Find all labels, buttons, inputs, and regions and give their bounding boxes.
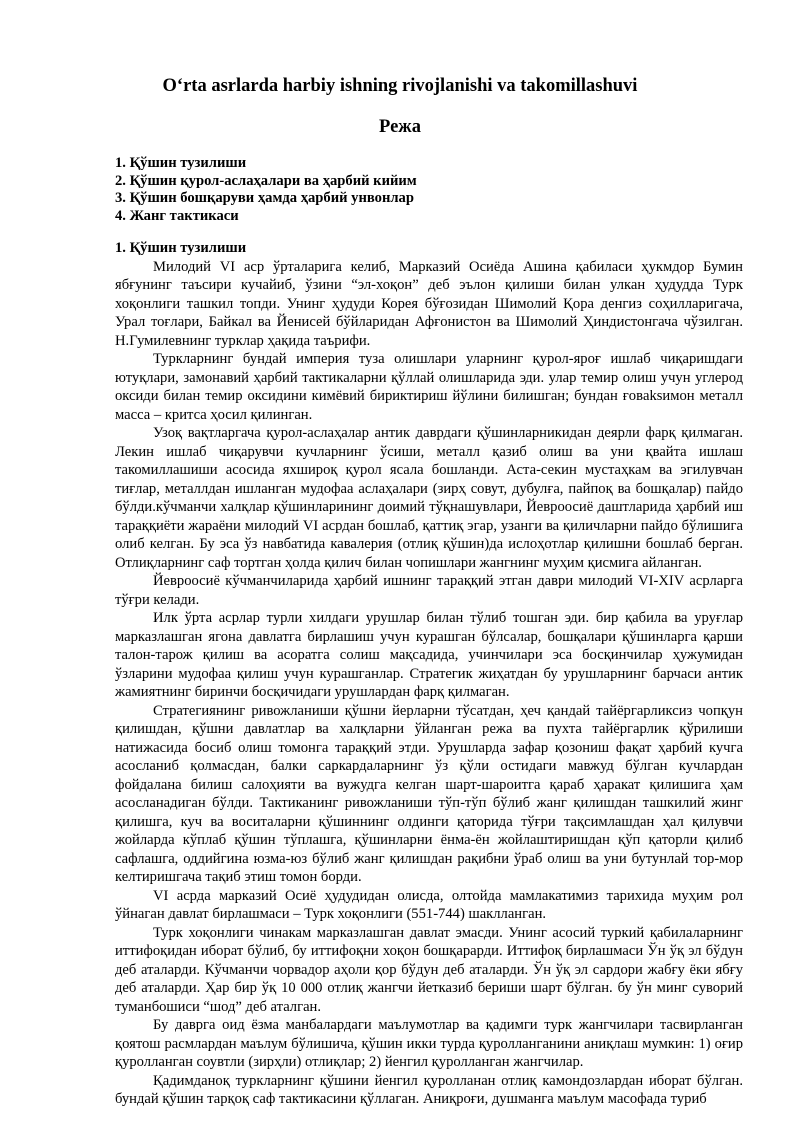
body-paragraph: Йевроосиё кўчманчиларида ҳарбий ишнинг тараққий этган даври милодий VI-XIV асрларга тўғри келади. xyxy=(115,573,743,608)
body-paragraph: VI асрда марказий Осиё ҳудудидан олисда, олтойда мамлакатимиз тарихида муҳим рол ўйнаган давлат бирлашмаси – Турк хоқонлиги (551-744) шаклланган. xyxy=(115,887,743,922)
plan-item: 2. Қўшин қурол-аслаҳалари ва ҳарбий кийим xyxy=(115,172,417,189)
body-paragraph: Илк ўрта асрлар турли хилдаги урушлар билан тўлиб тошган эди. бир қабила ва уруғлар марказлашган ягона давлатга бирлашиш учун курашган бўлсалар, бошқалари қўшинларга қарши талон-тарож қилиш ва асоратга солиш мақсадида, учинчилари эса босқинчилар ҳужумидан ўзларини мудофаа қилиш учун курашганлар. Стратегик жиҳатдан бу урушларнинг барчаси антик жамиятнинг биринчи босқичидаги урушлардан фарқ қилмаган. xyxy=(115,610,743,700)
body-paragraph: Қадимданоқ туркларнинг қўшини йенгил қуролланан отлиқ камондозлардан иборат бўлган. бундай қўшин тарқоқ саф тактикасини қўллаган. Аниқроғи, душманга маълум масофада туриб xyxy=(115,1072,743,1107)
body-paragraph: Стратегиянинг ривожланиши қўшни йерларни тўсатдан, ҳеч қандай тайёргарликсиз чопқун қилишдан, қўшни давлатлар ва халқларни ўйланган режа ва пухта тайёргарлик қўрилиши натижасида босиб олиш томонга тараққий этди. Урушларда зафар қозониш фақат ҳарбий кучга асосланиб қолмасдан, балки саркардаларнинг ўз қўли остидаги мавжуд бўлган кучлардан фойдалана билиш салоҳияти ва вужудга келган шарт-шароитга қараб ҳаракат қилишига ҳам асосланадиган бўлди. Тактиканинг ривожланиши тўп-тўп бўлиб жанг қилишдан ташкилий жинг қилишга, куч ва воситаларни қўшиннинг олдинги қаторида тўғри тақсимлашдан ҳал қилувчи жойларда кўплаб қўшин тўплашга, қўшинларни ёнма-ён жойлаштиришдан қўп қаторли қилиб сафлашга, оддийгина юзма-юз бўлиб жанг қилишдан рақибни ўраб олиш ва уни бутунлай тор-мор келтиришгача тақиб этиш томон борди. xyxy=(115,702,743,885)
plan-item: 1. Қўшин тузилиши xyxy=(115,155,247,171)
plan-item: 4. Жанг тактикаси xyxy=(115,207,239,224)
body-paragraph: Бу даврга оид ёзма манбалардаги маълумотлар ва қадимги турк жангчилари тасвирланган қоятош расмлардан маълум бўлишича, қўшин икки турда қуролланганини аниқлаш мумкин: 1) оғир қуролланган соувтли (зирҳли) отлиқлар; 2) йенгил қуролланган жангчилар. xyxy=(115,1017,743,1070)
document-body xyxy=(115,239,743,1109)
plan-item: 3. Қўшин бошқаруви ҳамда ҳарбий унвонлар xyxy=(115,190,414,206)
body-paragraph: Узоқ вақтларгача қурол-аслаҳалар антик даврдаги қўшинларникидан деярли фарқ қилмаган. Лекин ишлаб чиқарувчи кучларнинг ўсиши, металл қазиб олиш ва уни қвайта ишлаш такомиллашиши асосида яхшироқ қурол ясала бошланди. Аста-секин мустаҳкам ва эгилувчан тиғлар, металлдан ишланган мудофаа аслаҳалари (зирҳ совут, дубулға, пайпоқ ва бошқалар) пайдо бўлди.кўчманчи халқлар қўшинларининг доимий тўқнашувлари, Йевроосиё даштларида ҳарбий иш тараққиёти жараёни милодий VI асрдан бошлаб, қаттиқ эгар, узанги ва қиличларни пайдо бўлишига олиб келган. Бу эса ўз навбатида кавалерия (отлиқ қўшин)да ислоҳотлар қилишни бошлаб берган. Отлиқларнинг саф тортган ҳолда қилич билан чопишлари жангнинг муҳим қисмига айланган. xyxy=(115,425,743,571)
document-title: O‘rta asrlarda harbiy ishning rivojlanishi va takomillashuvi xyxy=(162,76,638,96)
section-heading: 1. Қўшин тузилиши xyxy=(115,240,247,256)
plan-list xyxy=(115,154,755,224)
body-paragraph: Турк хоқонлиги чинакам марказлашган давлат эмасди. Унинг асосий туркий қабилаларнинг иттифоқидан иборат бўлиб, бу иттифоқни хоқон бошқарарди. Иттифоқ бирлашмаси Ўн ўқ эл бўдун деб аталарди. Кўчманчи чорвадор аҳоли қор бўдун деб аталарди. Ўн ўқ эл сардори жабғу ёки ябғу деб аталарди. Ҳар бир ўқ 10 000 отлиқ жангчи йетказиб бериши шарт бўлган. бу ўн минг суворий туманбошиси “шод” деб аталган. xyxy=(115,924,743,1015)
body-paragraph: Милодий VI аср ўрталарига келиб, Марказий Осиёда Ашина қабиласи ҳукмдор Бумин ябғунинг таъсири кучайиб, ўзини “эл-хоқон” деб эълон қилиши билан улкан ҳудудда Турк хоқонлиги ташкил топди. Унинг ҳудуди Корея бўғозидан Шимолий Қора денгиз соҳилларигача, Урал тоғлари, Байкал ва Йенисей бўйларидан Афғонистон ва Шимолий Ҳиндистонгача чўзилган. Н.Гумилевнинг турклар ҳақида таърифи. xyxy=(115,258,743,349)
plan-heading: Режа xyxy=(379,117,421,137)
body-paragraph: Туркларнинг бундай империя туза олишлари уларнинг қурол-яроғ ишлаб чиқаришдаги ютуқлари, замонавий ҳарбий тактикаларни қўллай олишларида эди. улар темир олиш учун углерод оксиди билан темир оксидини кимёвий бириктириш йўлини билишган; бундан ғовaksимон металл масса – критса ҳосил қилинган. xyxy=(115,351,743,423)
